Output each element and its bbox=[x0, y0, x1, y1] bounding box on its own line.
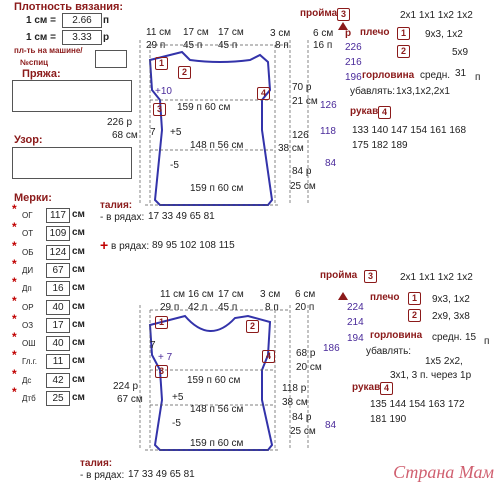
bottom-minus5: -5 bbox=[172, 418, 181, 429]
bottom-sleeve-num: 4 bbox=[380, 382, 393, 395]
top-p-label: р bbox=[345, 28, 352, 39]
required-star-icon: * bbox=[12, 257, 17, 271]
measure-label: ОШ bbox=[22, 339, 36, 348]
bottom-shoulder-seq1: 9х3, 1х2 bbox=[432, 294, 470, 305]
top-neck-dec-seq: 1х3,1х2,2х1 bbox=[396, 86, 450, 97]
needle-label: №спиц bbox=[20, 58, 49, 67]
top-dim-shoulder-p: 29 п bbox=[146, 40, 166, 51]
bottom-waist-rows-label: - в рядах: bbox=[80, 470, 125, 481]
top-shoulder-num2: 2 bbox=[397, 45, 410, 58]
required-star-icon: * bbox=[12, 367, 17, 381]
bottom-neck-dec-seq: 1х5 2х2, bbox=[425, 356, 463, 367]
top-width-chest: 159 п 60 см bbox=[177, 102, 231, 113]
measure-field[interactable]: 17 bbox=[46, 318, 70, 333]
measure-unit: см bbox=[72, 264, 85, 275]
bottom-row-194: 194 bbox=[347, 333, 364, 344]
required-star-icon: * bbox=[12, 385, 17, 399]
top-width-waist: 148 п 56 см bbox=[190, 140, 244, 151]
bottom-row-224: 224 bbox=[347, 302, 364, 313]
top-row-126: 126 bbox=[320, 100, 337, 111]
top-dim-neck-p2: 45 п bbox=[218, 40, 238, 51]
top-dim-shoulder-cm: 11 см bbox=[146, 27, 172, 38]
machine-label: пл-ть на машине/ bbox=[14, 46, 83, 55]
measure-field[interactable]: 16 bbox=[46, 281, 70, 296]
bottom-armhole-num: 3 bbox=[364, 270, 377, 283]
top-plus10: +10 bbox=[155, 86, 172, 97]
yarn-title: Пряжа: bbox=[22, 68, 61, 80]
bottom-row-186: 186 bbox=[323, 343, 340, 354]
bottom-dim-45p: 45 п bbox=[218, 302, 238, 313]
bottom-left-224: 224 р bbox=[113, 381, 139, 392]
required-star-icon: * bbox=[12, 330, 17, 344]
measure-unit: см bbox=[72, 301, 85, 312]
measure-label: ОГ bbox=[22, 211, 33, 220]
bottom-sleeve-row2: 181 190 bbox=[370, 414, 407, 425]
bottom-sleeve-label: рукав bbox=[352, 382, 381, 393]
pattern-title: Узор: bbox=[14, 134, 43, 146]
top-h21: 21 см bbox=[292, 96, 318, 107]
top-armhole-seq: 2х1 1х1 1х2 1х2 bbox=[400, 10, 473, 21]
measure-label: Дс bbox=[22, 376, 32, 385]
required-star-icon: * bbox=[12, 312, 17, 326]
watermark-logo: Страна Мам bbox=[393, 462, 494, 482]
top-dim-neck-cm: 17 см bbox=[183, 27, 209, 38]
measure-field[interactable]: 109 bbox=[46, 226, 70, 241]
top-row-118: 118 bbox=[320, 126, 336, 137]
top-shoulder-seq1: 9х3, 1х2 bbox=[425, 29, 463, 40]
top-shoulder-label: плечо bbox=[360, 27, 390, 38]
bottom-dim-neck-p: 42 п bbox=[188, 302, 208, 313]
top-h70: 70 р bbox=[292, 82, 312, 93]
measure-label: Дп bbox=[22, 284, 32, 293]
top-neck-mid-val: 31 bbox=[455, 68, 467, 79]
top-row-196: 196 bbox=[345, 72, 362, 83]
top-n7: 7 bbox=[150, 127, 156, 138]
yarn-field[interactable] bbox=[12, 80, 132, 112]
bottom-neck-mid-val: 15 bbox=[465, 332, 477, 343]
top-waist-plus: 89 95 102 108 115 bbox=[152, 240, 235, 251]
top-neck-mid-unit: п bbox=[475, 72, 481, 83]
top-h38: 38 см bbox=[278, 143, 304, 154]
measure-unit: см bbox=[72, 392, 85, 403]
bottom-dim-17cm: 17 см bbox=[218, 289, 244, 300]
top-left-68: 68 см bbox=[112, 130, 138, 141]
required-star-icon: * bbox=[12, 275, 17, 289]
top-width-hip: 159 п 60 см bbox=[190, 183, 244, 194]
measure-field[interactable]: 40 bbox=[46, 300, 70, 315]
top-h84: 84 р bbox=[292, 166, 312, 177]
bottom-h38: 38 см bbox=[282, 397, 308, 408]
bottom-n7: 7 bbox=[150, 340, 156, 351]
bottom-width-waist: 148 п 56 см bbox=[190, 404, 244, 415]
measure-field[interactable]: 67 bbox=[46, 263, 70, 278]
measure-unit: см bbox=[72, 282, 85, 293]
bottom-marker-4: 4 bbox=[262, 350, 275, 363]
top-row-216: 216 bbox=[345, 57, 362, 68]
gauge-label-1: 1 см = bbox=[26, 15, 56, 26]
bottom-shoulder-seq2: 2х9, 3х8 bbox=[432, 311, 470, 322]
gauge-unit-2: р bbox=[103, 32, 110, 43]
bottom-left-67: 67 см bbox=[117, 394, 143, 405]
measure-unit: см bbox=[72, 209, 85, 220]
bottom-h118: 118 р bbox=[282, 383, 307, 394]
top-dim-neck-cm2: 17 см bbox=[218, 27, 244, 38]
top-h25: 25 см bbox=[290, 181, 316, 192]
measure-field[interactable]: 124 bbox=[46, 245, 70, 260]
top-sleeve-row2: 175 182 189 bbox=[352, 140, 408, 151]
top-sleeve-num: 4 bbox=[378, 106, 391, 119]
bottom-neck-dec-label: убавлять: bbox=[366, 346, 412, 357]
top-marker-2: 2 bbox=[178, 66, 191, 79]
bottom-marker-3: 3 bbox=[155, 365, 168, 378]
measure-field[interactable]: 117 bbox=[46, 208, 70, 223]
top-plus5: +5 bbox=[170, 127, 182, 138]
needle-field[interactable] bbox=[95, 50, 127, 68]
bottom-dim-6cm: 6 см bbox=[295, 289, 316, 300]
top-marker-4: 4 bbox=[257, 87, 270, 100]
measure-label: Гл.г. bbox=[22, 357, 37, 366]
top-neck-dec-label: убавлять: bbox=[350, 86, 396, 97]
top-dim-6cm: 6 см bbox=[313, 28, 334, 39]
bottom-neck-label: горловина bbox=[370, 330, 423, 341]
top-armhole-label: пройма bbox=[300, 8, 338, 19]
top-h126: 126 bbox=[292, 130, 309, 141]
bottom-neck-mid: средн. bbox=[432, 332, 463, 343]
measure-field[interactable]: 11 bbox=[46, 354, 70, 369]
bottom-waist-label: талия: bbox=[80, 458, 113, 469]
bottom-plus7: + 7 bbox=[158, 352, 173, 363]
top-dim-neck-p: 45 п bbox=[183, 40, 203, 51]
bottom-neck-mid-unit: п bbox=[484, 336, 490, 347]
measures-title: Мерки: bbox=[14, 192, 52, 204]
required-star-icon: * bbox=[12, 348, 17, 362]
required-star-icon: * bbox=[12, 239, 17, 253]
measure-unit: см bbox=[72, 374, 85, 385]
top-minus5: -5 bbox=[170, 160, 179, 171]
top-dim-8p: 8 п bbox=[275, 40, 289, 51]
bottom-h20: 20 см bbox=[296, 362, 322, 373]
bottom-dim-shoulder-cm: 11 см bbox=[160, 289, 186, 300]
measure-unit: см bbox=[72, 319, 85, 330]
bottom-shoulder-label: плечо bbox=[370, 292, 400, 303]
bottom-waist-minus: 17 33 49 65 81 bbox=[128, 469, 195, 480]
measure-label: ОР bbox=[22, 303, 34, 312]
bottom-row-84: 84 bbox=[325, 420, 337, 431]
measure-field[interactable]: 25 bbox=[46, 391, 70, 406]
top-armhole-num: 3 bbox=[337, 8, 350, 21]
bottom-h25: 25 см bbox=[290, 426, 316, 437]
plus-icon: + bbox=[100, 237, 109, 253]
measure-field[interactable]: 40 bbox=[46, 336, 70, 351]
gauge-unit-1: п bbox=[103, 15, 110, 26]
top-neck-label: горловина bbox=[362, 70, 415, 81]
measure-label: ДИ bbox=[22, 266, 34, 275]
gauge-title: Плотность вязания: bbox=[14, 1, 124, 13]
bottom-shoulder-num2: 2 bbox=[408, 309, 421, 322]
top-shoulder-seq2: 5х9 bbox=[452, 47, 469, 58]
measure-label: Дтб bbox=[22, 394, 36, 403]
measure-unit: см bbox=[72, 355, 85, 366]
measure-unit: см bbox=[72, 227, 85, 238]
bottom-dim-3cm: 3 см bbox=[260, 289, 281, 300]
bottom-row-214: 214 bbox=[347, 317, 364, 328]
top-waist-label: талия: bbox=[100, 200, 133, 211]
top-waist-plus-label: в рядах: bbox=[111, 241, 150, 252]
top-marker-1: 1 bbox=[155, 57, 168, 70]
required-star-icon: * bbox=[12, 294, 17, 308]
bottom-dim-8p: 8 п bbox=[265, 302, 279, 313]
bottom-width-hip: 159 п 60 см bbox=[190, 438, 244, 449]
top-row-226: 226 bbox=[345, 42, 362, 53]
top-marker-3: 3 bbox=[153, 103, 166, 116]
bottom-dim-neck-cm: 16 см bbox=[188, 289, 214, 300]
top-waist-minus: 17 33 49 65 81 bbox=[148, 211, 215, 222]
measure-label: ОБ bbox=[22, 248, 34, 257]
required-star-icon: * bbox=[12, 202, 17, 216]
gauge-label-2: 1 см = bbox=[26, 32, 56, 43]
gauge-row-field[interactable]: 3.33 bbox=[62, 30, 102, 45]
measure-label: ОЗ bbox=[22, 321, 34, 330]
measure-unit: см bbox=[72, 337, 85, 348]
bottom-arrow-icon bbox=[338, 292, 348, 300]
pattern-field[interactable] bbox=[12, 147, 132, 179]
bottom-h68: 68 р bbox=[296, 348, 316, 359]
top-shoulder-num1: 1 bbox=[397, 27, 410, 40]
measure-unit: см bbox=[72, 246, 85, 257]
bottom-dim-20p: 20 п bbox=[295, 302, 315, 313]
top-row-84: 84 bbox=[325, 158, 337, 169]
bottom-marker-2: 2 bbox=[246, 320, 259, 333]
bottom-h84: 84 р bbox=[292, 412, 312, 423]
bottom-marker-1: 1 bbox=[155, 316, 168, 329]
top-neck-mid: средн. bbox=[420, 70, 451, 81]
top-dim-16p: 16 п bbox=[313, 40, 333, 51]
top-sleeve-row1: 133 140 147 154 161 168 bbox=[352, 125, 466, 136]
top-sleeve-label: рукав bbox=[350, 106, 379, 117]
top-dim-3cm: 3 см bbox=[270, 28, 291, 39]
top-left-226: 226 р bbox=[107, 117, 133, 128]
bottom-width-chest: 159 п 60 см bbox=[187, 375, 241, 386]
top-waist-rows-label: - в рядах: bbox=[100, 212, 145, 223]
bottom-plus5: +5 bbox=[172, 392, 184, 403]
measure-field[interactable]: 42 bbox=[46, 373, 70, 388]
bottom-armhole-label: пройма bbox=[320, 270, 358, 281]
bottom-neck-dec-seq2: 3х1, 3 п. через 1р bbox=[390, 370, 472, 381]
bottom-armhole-seq: 2х1 1х1 1х2 1х2 bbox=[400, 272, 473, 283]
bottom-sleeve-row1: 135 144 154 163 172 bbox=[370, 399, 465, 410]
bottom-dim-shoulder-p: 29 п bbox=[160, 302, 180, 313]
bottom-shoulder-num1: 1 bbox=[408, 292, 421, 305]
gauge-stitch-field[interactable]: 2.66 bbox=[62, 13, 102, 28]
measure-label: ОТ bbox=[22, 229, 34, 238]
required-star-icon: * bbox=[12, 220, 17, 234]
